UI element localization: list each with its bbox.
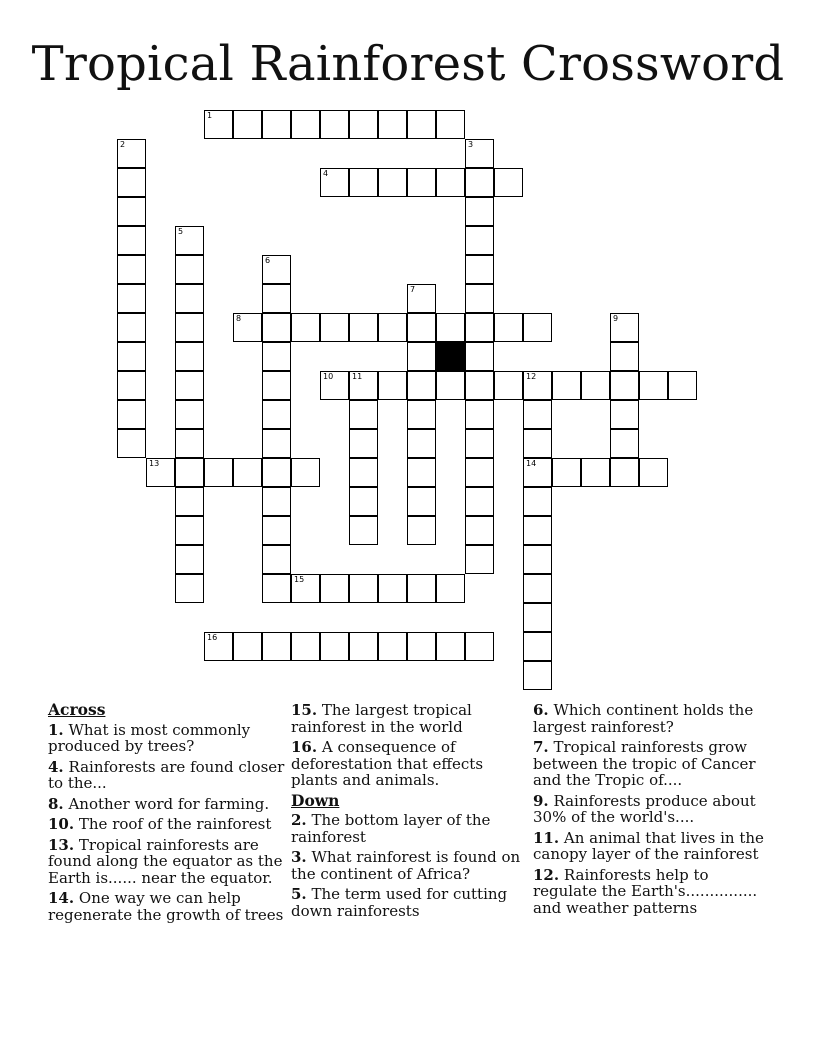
grid-cell[interactable] [349, 574, 378, 603]
grid-cell[interactable] [378, 110, 407, 139]
grid-cell[interactable] [523, 574, 552, 603]
grid-cell[interactable] [262, 110, 291, 139]
grid-cell[interactable] [291, 574, 320, 603]
grid-cell[interactable] [291, 632, 320, 661]
grid-cell[interactable] [320, 313, 349, 342]
grid-cell[interactable] [407, 574, 436, 603]
grid-cell[interactable] [117, 342, 146, 371]
grid-cell[interactable] [407, 110, 436, 139]
grid-cell[interactable] [175, 284, 204, 313]
down-clue-11: 11. An animal that lives in the canopy layer of the rainforest [533, 828, 764, 863]
grid-cell[interactable] [465, 226, 494, 255]
grid-cell[interactable] [465, 371, 494, 400]
grid-cell[interactable] [117, 255, 146, 284]
grid-cell[interactable] [523, 400, 552, 429]
grid-cell[interactable] [320, 632, 349, 661]
clue-number: 11 [352, 372, 363, 381]
grid-cell[interactable] [436, 168, 465, 197]
grid-cell[interactable] [465, 255, 494, 284]
grid-cell[interactable] [117, 197, 146, 226]
across-clue-10: 10. The roof of the rainforest [48, 815, 272, 833]
grid-cell[interactable] [610, 371, 639, 400]
down-clue-5: 5. The term used for cutting down rainforests [291, 885, 508, 920]
down-clue-7: 7. Tropical rainforests grow between the tropic of Cancer and the Tropic of.... [533, 738, 756, 789]
grid-cell[interactable] [262, 342, 291, 371]
grid-cell[interactable] [117, 429, 146, 458]
grid-cell[interactable] [523, 313, 552, 342]
grid-cell[interactable] [523, 371, 552, 400]
grid-cell[interactable] [407, 516, 436, 545]
clue-column-2 [291, 702, 529, 923]
grid-cell[interactable] [465, 139, 494, 168]
grid-cell[interactable] [320, 574, 349, 603]
grid-cell[interactable] [494, 313, 523, 342]
grid-cell[interactable] [175, 371, 204, 400]
grid-cell[interactable] [320, 110, 349, 139]
grid-cell[interactable] [262, 487, 291, 516]
across-clue-15: 15. The largest tropical rainforest in the world [291, 701, 472, 736]
grid-cell[interactable] [610, 429, 639, 458]
grid-cell[interactable] [349, 400, 378, 429]
grid-cell[interactable] [639, 458, 668, 487]
grid-cell[interactable] [465, 429, 494, 458]
grid-cell[interactable] [494, 371, 523, 400]
grid-cell[interactable] [117, 139, 146, 168]
grid-cell[interactable] [523, 632, 552, 661]
grid-cell[interactable] [407, 284, 436, 313]
down-clue-6: 6. Which continent holds the largest rainforest? [533, 701, 754, 736]
clue-number: 1 [207, 111, 213, 120]
grid-cell[interactable] [523, 661, 552, 690]
grid-cell[interactable] [436, 313, 465, 342]
clue-column-1 [48, 702, 286, 927]
grid-cell[interactable] [175, 400, 204, 429]
grid-cell[interactable] [233, 313, 262, 342]
grid-cell[interactable] [262, 429, 291, 458]
grid-cell[interactable] [262, 284, 291, 313]
grid-cell[interactable] [465, 284, 494, 313]
grid-cell[interactable] [320, 371, 349, 400]
grid-cell[interactable] [436, 110, 465, 139]
grid-cell[interactable] [349, 429, 378, 458]
grid-cell[interactable] [610, 313, 639, 342]
grid-cell[interactable] [523, 603, 552, 632]
grid-cell[interactable] [262, 458, 291, 487]
grid-cell[interactable] [233, 458, 262, 487]
down-header: Down [291, 790, 340, 810]
across-clue-13: 13. Tropical rainforests are found along the equator as the Earth is...... near the equator. [48, 835, 283, 887]
grid-cell[interactable] [291, 313, 320, 342]
across-clue-16: 16. A consequence of deforestation that effects plants and animals. [291, 738, 484, 789]
grid-cell[interactable] [378, 313, 407, 342]
grid-cell[interactable] [146, 458, 175, 487]
grid-cell[interactable] [349, 516, 378, 545]
clue-number: 12 [526, 372, 537, 381]
grid-cell[interactable] [175, 458, 204, 487]
grid-cell[interactable] [407, 429, 436, 458]
grid-cell[interactable] [349, 168, 378, 197]
grid-cell[interactable] [175, 342, 204, 371]
grid-cell[interactable] [465, 458, 494, 487]
grid-cell[interactable] [552, 371, 581, 400]
grid-cell[interactable] [610, 458, 639, 487]
clue-number: 9 [613, 314, 619, 323]
grid-cell[interactable] [175, 255, 204, 284]
grid-cell[interactable] [436, 632, 465, 661]
grid-cell[interactable] [581, 371, 610, 400]
grid-cell[interactable] [436, 574, 465, 603]
grid-cell[interactable] [262, 313, 291, 342]
grid-cell[interactable] [465, 342, 494, 371]
down-clue-9: 9. Rainforests produce about 30% of the world's.... [533, 791, 756, 826]
across-clue-14: 14. One way we can help regenerate the growth of trees [48, 889, 284, 924]
grid-cell[interactable] [349, 371, 378, 400]
grid-cell[interactable] [465, 197, 494, 226]
clue-number: 4 [323, 169, 329, 178]
grid-cell[interactable] [349, 313, 378, 342]
grid-cell[interactable] [262, 632, 291, 661]
across-clue-8: 8. Another word for farming. [48, 794, 270, 813]
grid-cell[interactable] [117, 313, 146, 342]
grid-cell[interactable] [378, 574, 407, 603]
down-clue-12: 12. Rainforests help to regulate the Earth's............... and weather patterns [533, 865, 758, 917]
clue-number: 13 [149, 459, 160, 468]
grid-cell[interactable] [436, 371, 465, 400]
grid-cell[interactable] [204, 632, 233, 661]
grid-cell[interactable] [610, 400, 639, 429]
grid-cell[interactable] [407, 168, 436, 197]
across-clue-1: 1. What is most commonly produced by trees? [48, 720, 251, 755]
down-clue-3: 3. What rainforest is found on the continent of Africa? [291, 848, 521, 883]
clue-number: 3 [468, 140, 474, 149]
grid-cell[interactable] [117, 226, 146, 255]
grid-cell[interactable] [407, 400, 436, 429]
grid-cell[interactable] [639, 371, 668, 400]
across-clue-4: 4. Rainforests are found closer to the... [48, 757, 285, 792]
grid-cell[interactable] [117, 168, 146, 197]
grid-cell[interactable] [494, 168, 523, 197]
grid-cell[interactable] [175, 574, 204, 603]
grid-cell[interactable] [291, 110, 320, 139]
grid-cell[interactable] [610, 342, 639, 371]
across-header: Across [48, 700, 106, 719]
grid-cell[interactable] [378, 371, 407, 400]
clue-number: 15 [294, 575, 305, 584]
clue-number: 10 [323, 372, 334, 381]
grid-cell[interactable] [175, 516, 204, 545]
grid-cell[interactable] [262, 516, 291, 545]
grid-cell[interactable] [175, 429, 204, 458]
clue-number: 8 [236, 314, 242, 323]
grid-cell[interactable] [523, 516, 552, 545]
grid-cell[interactable] [465, 632, 494, 661]
grid-cell[interactable] [465, 400, 494, 429]
grid-cell[interactable] [407, 458, 436, 487]
grid-cell[interactable] [262, 400, 291, 429]
clue-number: 6 [265, 256, 271, 265]
grid-cell[interactable] [523, 458, 552, 487]
grid-cell[interactable] [233, 632, 262, 661]
grid-cell[interactable] [233, 110, 262, 139]
grid-cell[interactable] [291, 458, 320, 487]
clue-number: 5 [178, 227, 184, 236]
grid-cell[interactable] [349, 632, 378, 661]
clue-column-3 [533, 702, 771, 920]
blocked-cell [436, 342, 465, 371]
grid-cell[interactable] [378, 168, 407, 197]
grid-cell[interactable] [262, 371, 291, 400]
grid-cell[interactable] [523, 429, 552, 458]
grid-cell[interactable] [262, 255, 291, 284]
grid-cell[interactable] [378, 632, 407, 661]
grid-cell[interactable] [175, 313, 204, 342]
grid-cell[interactable] [523, 487, 552, 516]
clue-number: 14 [526, 459, 537, 468]
clue-number: 2 [120, 140, 126, 149]
grid-cell[interactable] [349, 110, 378, 139]
grid-cell[interactable] [320, 168, 349, 197]
grid-cell[interactable] [668, 371, 697, 400]
clue-number: 16 [207, 633, 218, 642]
grid-cell[interactable] [465, 313, 494, 342]
grid-cell[interactable] [465, 516, 494, 545]
grid-cell[interactable] [175, 226, 204, 255]
grid-cell[interactable] [262, 574, 291, 603]
grid-cell[interactable] [175, 487, 204, 516]
grid-cell[interactable] [581, 458, 610, 487]
grid-cell[interactable] [117, 400, 146, 429]
grid-cell[interactable] [465, 545, 494, 574]
grid-cell[interactable] [349, 487, 378, 516]
grid-cell[interactable] [465, 168, 494, 197]
down-clue-2: 2. The bottom layer of the rainforest [291, 811, 491, 846]
grid-cell[interactable] [204, 110, 233, 139]
grid-cell[interactable] [175, 545, 204, 574]
grid-cell[interactable] [552, 458, 581, 487]
grid-cell[interactable] [407, 342, 436, 371]
grid-cell[interactable] [407, 487, 436, 516]
grid-cell[interactable] [407, 371, 436, 400]
grid-cell[interactable] [349, 458, 378, 487]
grid-cell[interactable] [117, 284, 146, 313]
grid-cell[interactable] [523, 545, 552, 574]
grid-cell[interactable] [465, 487, 494, 516]
grid-cell[interactable] [262, 545, 291, 574]
grid-cell[interactable] [407, 313, 436, 342]
page-title: Tropical Rainforest Crossword [31, 36, 785, 92]
grid-cell[interactable] [204, 458, 233, 487]
grid-cell[interactable] [407, 632, 436, 661]
grid-cell[interactable] [117, 371, 146, 400]
clue-number: 7 [410, 285, 416, 294]
